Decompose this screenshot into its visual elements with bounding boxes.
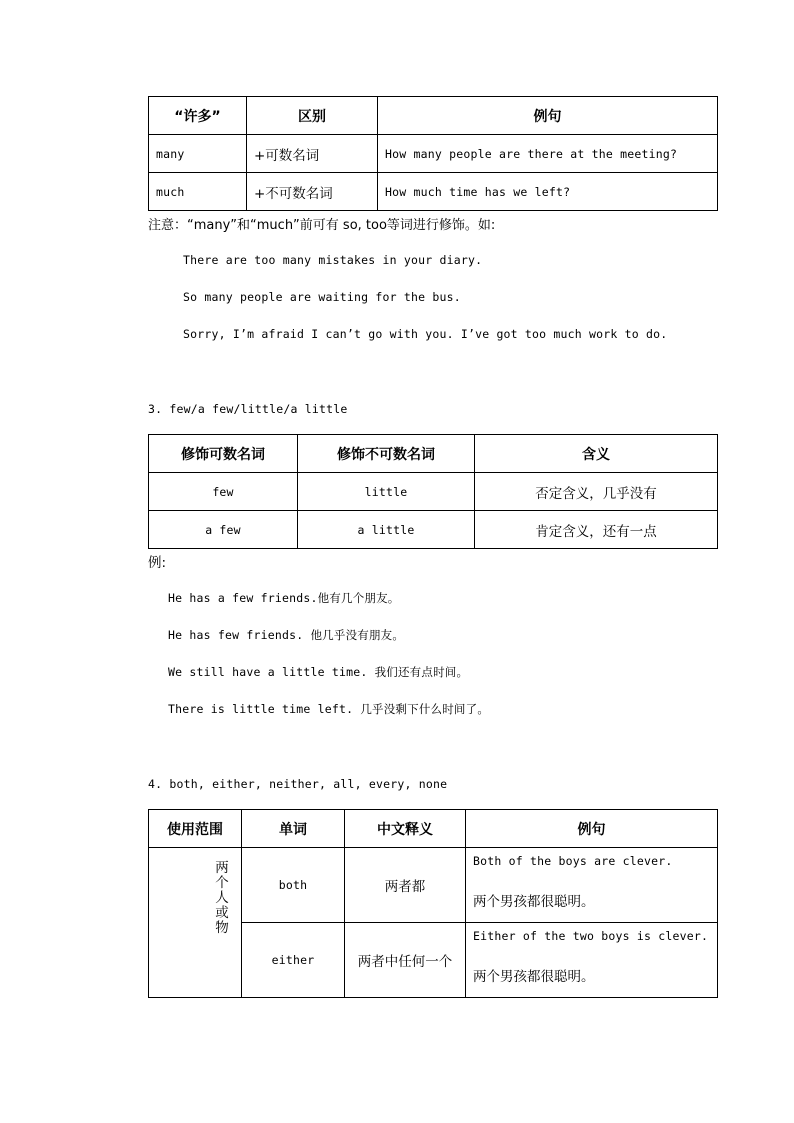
both-either-table — [148, 809, 718, 998]
table-header-cell: 中文释义 — [345, 810, 466, 848]
scope-char: 两 — [215, 860, 229, 876]
table-cell: a few — [149, 511, 298, 549]
scope-char: 人 — [215, 890, 229, 906]
scope-char: 个 — [215, 875, 229, 891]
table-header-cell: 例句 — [378, 97, 718, 135]
section-title: 4. both, either, neither, all, every, none — [148, 777, 448, 791]
table-header-row — [149, 810, 718, 848]
table-header-row — [149, 97, 718, 135]
table-header-cell: 使用范围 — [149, 810, 242, 848]
table-cell: How many people are there at the meeting? — [378, 135, 718, 173]
table-header-cell: 区别 — [247, 97, 378, 135]
table-cell: either — [242, 923, 345, 998]
table-header-cell: 例句 — [466, 810, 718, 848]
example-sentence: There is little time left. 几乎没剩下什么时间了。 — [168, 702, 490, 716]
note-intro: 注意：“many”和“much”前可有 so, too等词进行修饰。如: — [148, 218, 496, 233]
example-cell — [466, 848, 718, 923]
example-cell — [466, 923, 718, 998]
example-sentence: He has few friends. 他几乎没有朋友。 — [168, 628, 405, 642]
table-header-cell: “许多” — [149, 97, 247, 135]
table-cell: How much time has we left? — [378, 173, 718, 211]
table-header-cell: 修饰可数名词 — [149, 435, 298, 473]
example-chinese: 两个男孩都很聪明。 — [473, 894, 595, 910]
table-header-cell: 含义 — [475, 435, 718, 473]
table-cell: +可数名词 — [247, 135, 378, 173]
table-cell: much — [149, 173, 247, 211]
table-header-cell: 单词 — [242, 810, 345, 848]
table-cell: 肯定含义，还有一点 — [475, 511, 718, 549]
example-label: 例: — [148, 555, 167, 571]
table-header-cell: 修饰不可数名词 — [298, 435, 475, 473]
example-sentence: So many people are waiting for the bus. — [183, 290, 461, 304]
table-row — [149, 473, 718, 511]
example-chinese: 两个男孩都很聪明。 — [473, 969, 595, 985]
table-cell: 两者都 — [345, 848, 466, 923]
scope-vertical-text — [214, 861, 230, 936]
many-much-table — [148, 96, 718, 211]
scope-char: 物 — [215, 920, 229, 936]
table-cell: few — [149, 473, 298, 511]
example-sentence: Sorry, I’m afraid I can’t go with you. I’ve got too much work to do. — [183, 327, 668, 341]
scope-char: 或 — [215, 905, 229, 921]
table-cell: little — [298, 473, 475, 511]
table-row — [149, 848, 718, 923]
table-row — [149, 511, 718, 549]
section-title: 3. few/a few/little/a little — [148, 402, 348, 416]
table-header-row — [149, 435, 718, 473]
table-cell: 两者中任何一个 — [345, 923, 466, 998]
example-sentence: We still have a little time. 我们还有点时间。 — [168, 665, 469, 679]
table-cell: both — [242, 848, 345, 923]
example-english: Both of the boys are clever. — [473, 854, 673, 868]
table-row — [149, 173, 718, 211]
table-cell: +不可数名词 — [247, 173, 378, 211]
example-sentence: There are too many mistakes in your diary. — [183, 253, 483, 267]
example-sentence: He has a few friends.他有几个朋友。 — [168, 591, 400, 605]
table-cell: many — [149, 135, 247, 173]
table-cell: a little — [298, 511, 475, 549]
example-english: Either of the two boys is clever. — [473, 929, 709, 943]
table-cell: 否定含义，几乎没有 — [475, 473, 718, 511]
few-little-table — [148, 434, 718, 549]
table-row — [149, 135, 718, 173]
